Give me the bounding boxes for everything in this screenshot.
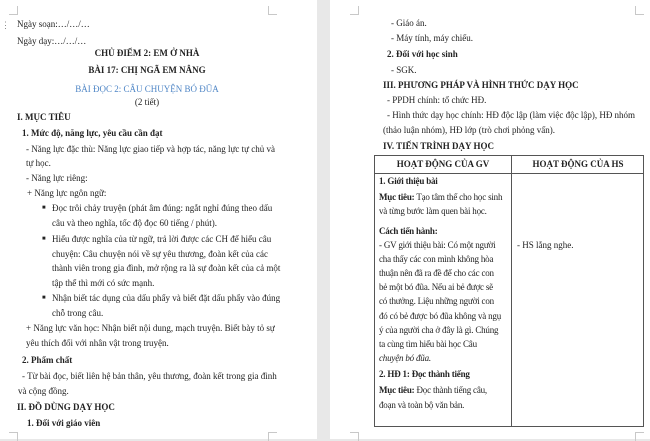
- text-line: đó có bẻ được bó đũa không và ngụ: [379, 311, 502, 321]
- more-options-icon[interactable]: ⋮: [1, 20, 10, 30]
- reading-title: BÀI ĐỌC 2: CÂU CHUYỆN BÓ ĐŨA: [75, 84, 219, 94]
- text-line: - GV giới thiệu bài: Có một người: [379, 240, 496, 250]
- text-line: Đọc trôi chảy truyện (phát âm đúng: ngắt nghỉ đúng theo dấu: [52, 203, 273, 213]
- text-line: + Năng lực ngôn ngữ:: [27, 188, 107, 198]
- text-line: (thảo luận nhóm), HĐ lớp (trò chơi phỏng vấn).: [383, 125, 555, 135]
- bullet-icon: ■: [42, 236, 46, 242]
- text-line: yêu thích đối với nhân vật trong truyện.: [26, 338, 169, 348]
- goal-text: Đọc thành tiếng câu,: [414, 385, 487, 395]
- text-line: câu và theo nghĩa, tốc độ đọc 60 tiếng / phút).: [52, 218, 217, 228]
- bullet-icon: ■: [42, 295, 46, 301]
- activity-title: 2. HĐ 1: Đọc thành tiếng: [379, 369, 470, 379]
- corner-mark: [350, 6, 359, 15]
- document-page-1: [0, 0, 317, 439]
- subsection-heading: 1. Mức độ, năng lực, yêu cầu cần đạt: [22, 128, 163, 138]
- text-line: cha thấy các con mình không hòa: [379, 254, 494, 264]
- text-line: có thưởng. Liệu những người con: [379, 296, 494, 306]
- text-line: + Năng lực văn học: Nhận biết nội dung, mạch truyện. Biết bày tỏ sự: [26, 323, 275, 333]
- theme-title: CHỦ ĐIỂM 2: EM Ở NHÀ: [94, 48, 200, 58]
- section-heading: IV. TIẾN TRÌNH DẠY HỌC: [383, 141, 494, 151]
- text-line: - Từ bài đọc, biết liên hệ bản thân, yêu thương, đoàn kết trong gia đình: [22, 371, 277, 381]
- text-line: - Hình thức dạy học chính: HĐ độc lập (làm việc độc lập), HĐ nhóm: [387, 110, 636, 120]
- goal-label: Mục tiêu:: [379, 192, 415, 202]
- text-line: - Năng lực riêng:: [26, 173, 88, 183]
- activity-title: 1. Giới thiệu bài: [379, 176, 438, 186]
- goal-label: Mục tiêu:: [379, 385, 415, 395]
- table-header-gv: HOẠT ĐỘNG CỦA GV: [396, 159, 490, 169]
- subsection-heading: 2. Phẩm chất: [22, 355, 73, 365]
- text-line: - Giáo án.: [391, 18, 427, 28]
- hs-activity: - HS lắng nghe.: [517, 240, 574, 250]
- bullet-icon: ■: [42, 205, 46, 211]
- corner-mark: [268, 432, 277, 441]
- corner-mark: [635, 6, 644, 15]
- subsection-heading: 1. Đối với giáo viên: [27, 418, 101, 428]
- corner-mark: [268, 6, 277, 15]
- table-header-hs: HOẠT ĐỘNG CỦA HS: [532, 159, 624, 169]
- section-heading: III. PHƯƠNG PHÁP VÀ HÌNH THỨC DẠY HỌC: [383, 80, 579, 90]
- text-line: - Máy tính, máy chiếu.: [391, 33, 473, 43]
- date-taught: Ngày dạy:…/…/…: [17, 36, 87, 46]
- text-line: và từng bước làm quen bài học.: [379, 206, 487, 216]
- text-line: ta cùng tìm hiểu bài học Câu: [379, 339, 477, 349]
- goal-text: Tạo tâm thế cho học sinh: [414, 192, 503, 202]
- text-line: chỗ trong câu.: [52, 308, 104, 318]
- document-page-2: [330, 0, 650, 439]
- corner-mark: [635, 432, 644, 441]
- text-line: thành viên trong gia đình, mở rộng ra là sự đoàn kết của cả một: [52, 263, 281, 273]
- date-prepared: Ngày soạn:…/…/…: [17, 19, 90, 29]
- text-line: tự học.: [26, 158, 51, 168]
- section-heading: I. MỤC TIÊU: [17, 112, 71, 122]
- text-line: - Năng lực đặc thù: Năng lực giao tiếp và hợp tác, năng lực tự chủ và: [26, 144, 275, 154]
- text-line: Hiểu được nghĩa của từ ngữ, trả lời được các CH để hiểu câu: [52, 234, 272, 244]
- goal-line: [379, 192, 502, 203]
- text-line: ý của người cha ở đây là gì. Chúng: [379, 325, 499, 335]
- text-line: thuận nên đã ra đề để cho các con: [379, 268, 494, 278]
- goal-line: [379, 385, 487, 396]
- text-line: - SGK.: [391, 65, 417, 75]
- periods: (2 tiết): [134, 97, 160, 107]
- text-line: bẻ một bó đũa. Nếu ai bẻ được sẽ: [379, 282, 493, 292]
- text-line: Nhận biết tác dụng của dấu phẩy và biết đặt dấu phẩy vào đúng: [52, 293, 281, 303]
- text-line: chuyện: Câu chuyện nói về sự yêu thương, đoàn kết của các: [52, 249, 268, 259]
- lesson-plan-table: [374, 155, 644, 427]
- section-heading: II. ĐỒ DÙNG DẠY HỌC: [17, 402, 115, 412]
- text-line: đoạn và toàn bộ văn bản.: [379, 400, 465, 410]
- corner-mark: [9, 432, 18, 441]
- lesson-title: BÀI 17: CHỊ NGÃ EM NÂNG: [88, 65, 206, 75]
- text-line: tập thể thì mới có sức mạnh.: [52, 278, 155, 288]
- subsection-heading: 2. Đối với học sinh: [387, 49, 458, 59]
- corner-mark: [9, 6, 18, 15]
- text-line: và cộng đồng.: [18, 386, 69, 396]
- text-line: - PPDH chính: tổ chức HĐ.: [387, 95, 487, 105]
- procedure-label: Cách tiến hành:: [379, 226, 438, 236]
- story-title: chuyện bó đũa.: [379, 353, 431, 363]
- corner-mark: [350, 432, 359, 441]
